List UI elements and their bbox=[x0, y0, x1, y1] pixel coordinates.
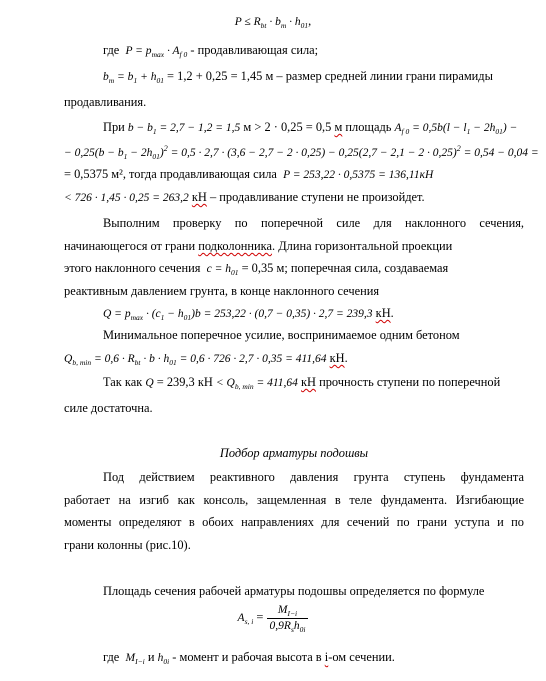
text-line: $b_m = b_1 + h_{01} = 1,2 + 0,25 = 1,45$ м – размер средней линии грани пирамиды bbox=[103, 69, 493, 85]
text-line: работает на изгиб как консоль, защемленная в теле фундамента. Изгибающие bbox=[64, 493, 524, 507]
equation-line: $Q = p_{max} \cdot (c_1 - h_{01})b = 253,22 \cdot (0,7 - 0,35) \cdot 2,7 = 239,3$ кН. bbox=[103, 306, 394, 322]
text-line: продавливания. bbox=[64, 95, 147, 109]
text-line: Минимальное поперечное усилие, воспринимаемое одним бетоном bbox=[103, 328, 460, 342]
text-line: моменты определяют в обоих направлениях для сечений по грани уступа и по bbox=[64, 515, 524, 529]
text-line: силе достаточна. bbox=[64, 401, 153, 415]
fraction: $\frac{M_{I-i}}{0,9R_sh_{0i}}$ bbox=[267, 603, 309, 634]
section-heading: Подбор арматуры подошвы bbox=[219, 446, 369, 460]
text-line: < 726 · 1,45 · 0,25 = 263,2 кН – продавливание ступени не произойдет. bbox=[64, 190, 425, 204]
text-line: реактивным давлением грунта, в конце наклонного сечения bbox=[64, 284, 380, 298]
text-line: = 0,5375 м², тогда продавливающая сила P = 253,22 · 0,5375 = 136,11кН bbox=[64, 167, 434, 181]
text-line: Выполним проверку по поперечной силе для наклонного сечения, bbox=[103, 216, 524, 230]
text-line: этого наклонного сечения $c = h_{01} = 0,35$ м; поперечная сила, создаваемая bbox=[64, 261, 449, 277]
equation-line: $Q_{b, min} = 0,6 \cdot R_{bt} \cdot b \cdot h_{01} = 0,6 \cdot 726 \cdot 2,7 \cdot 0,35 = 411,64$ кН. bbox=[64, 351, 348, 367]
text-line: Площадь сечения рабочей арматуры подошвы определяется по формуле bbox=[103, 584, 485, 598]
text-line: грани колонны (рис.10). bbox=[64, 538, 191, 552]
equation-reinforcement-area: $A_{s, i}$ = $\frac{M_{I-i}}{0,9R_sh_{0i}}$ bbox=[0, 602, 546, 636]
text-line: где $P = p_{max} \cdot A_{f 0}$ - продавливающая сила; bbox=[103, 43, 319, 59]
text-line: При $b - b_1 = 2,7 - 1,2 = 1,5$ м > 2 · 0,25 = 0,5 м площадь $A_{f 0} = 0,5b(l - l_1 - 2h_{01})$ − bbox=[103, 120, 518, 136]
equation-line: − $0,25(b - b_1 - 2h_{01})^2 = 0,5 \cdot 2,7 \cdot (3,6 - 2,7 - 2 \cdot 0,25) - 0,25(2,7 - 2,1 - 2 \cdot 0,25)^2 = 0,54 - 0,04$ = bbox=[64, 144, 539, 161]
text-line: Так как Q = 239,3 кН < $Q_{b, min} = 411,64$ кН прочность ступени по поперечной bbox=[103, 375, 501, 391]
equation-punching-condition: $P \le R_{bt} \cdot b_m \cdot h_{01}$, bbox=[234, 14, 312, 30]
text-line: начинающегося от грани подколонника. Длина горизонтальной проекции bbox=[64, 239, 453, 253]
text-line: где $M_{I-i}$ и $h_{0i}$ - момент и рабочая высота в i-ом сечении. bbox=[103, 650, 395, 666]
text-line: Под действием реактивного давления грунта ступень фундамента bbox=[103, 470, 524, 484]
